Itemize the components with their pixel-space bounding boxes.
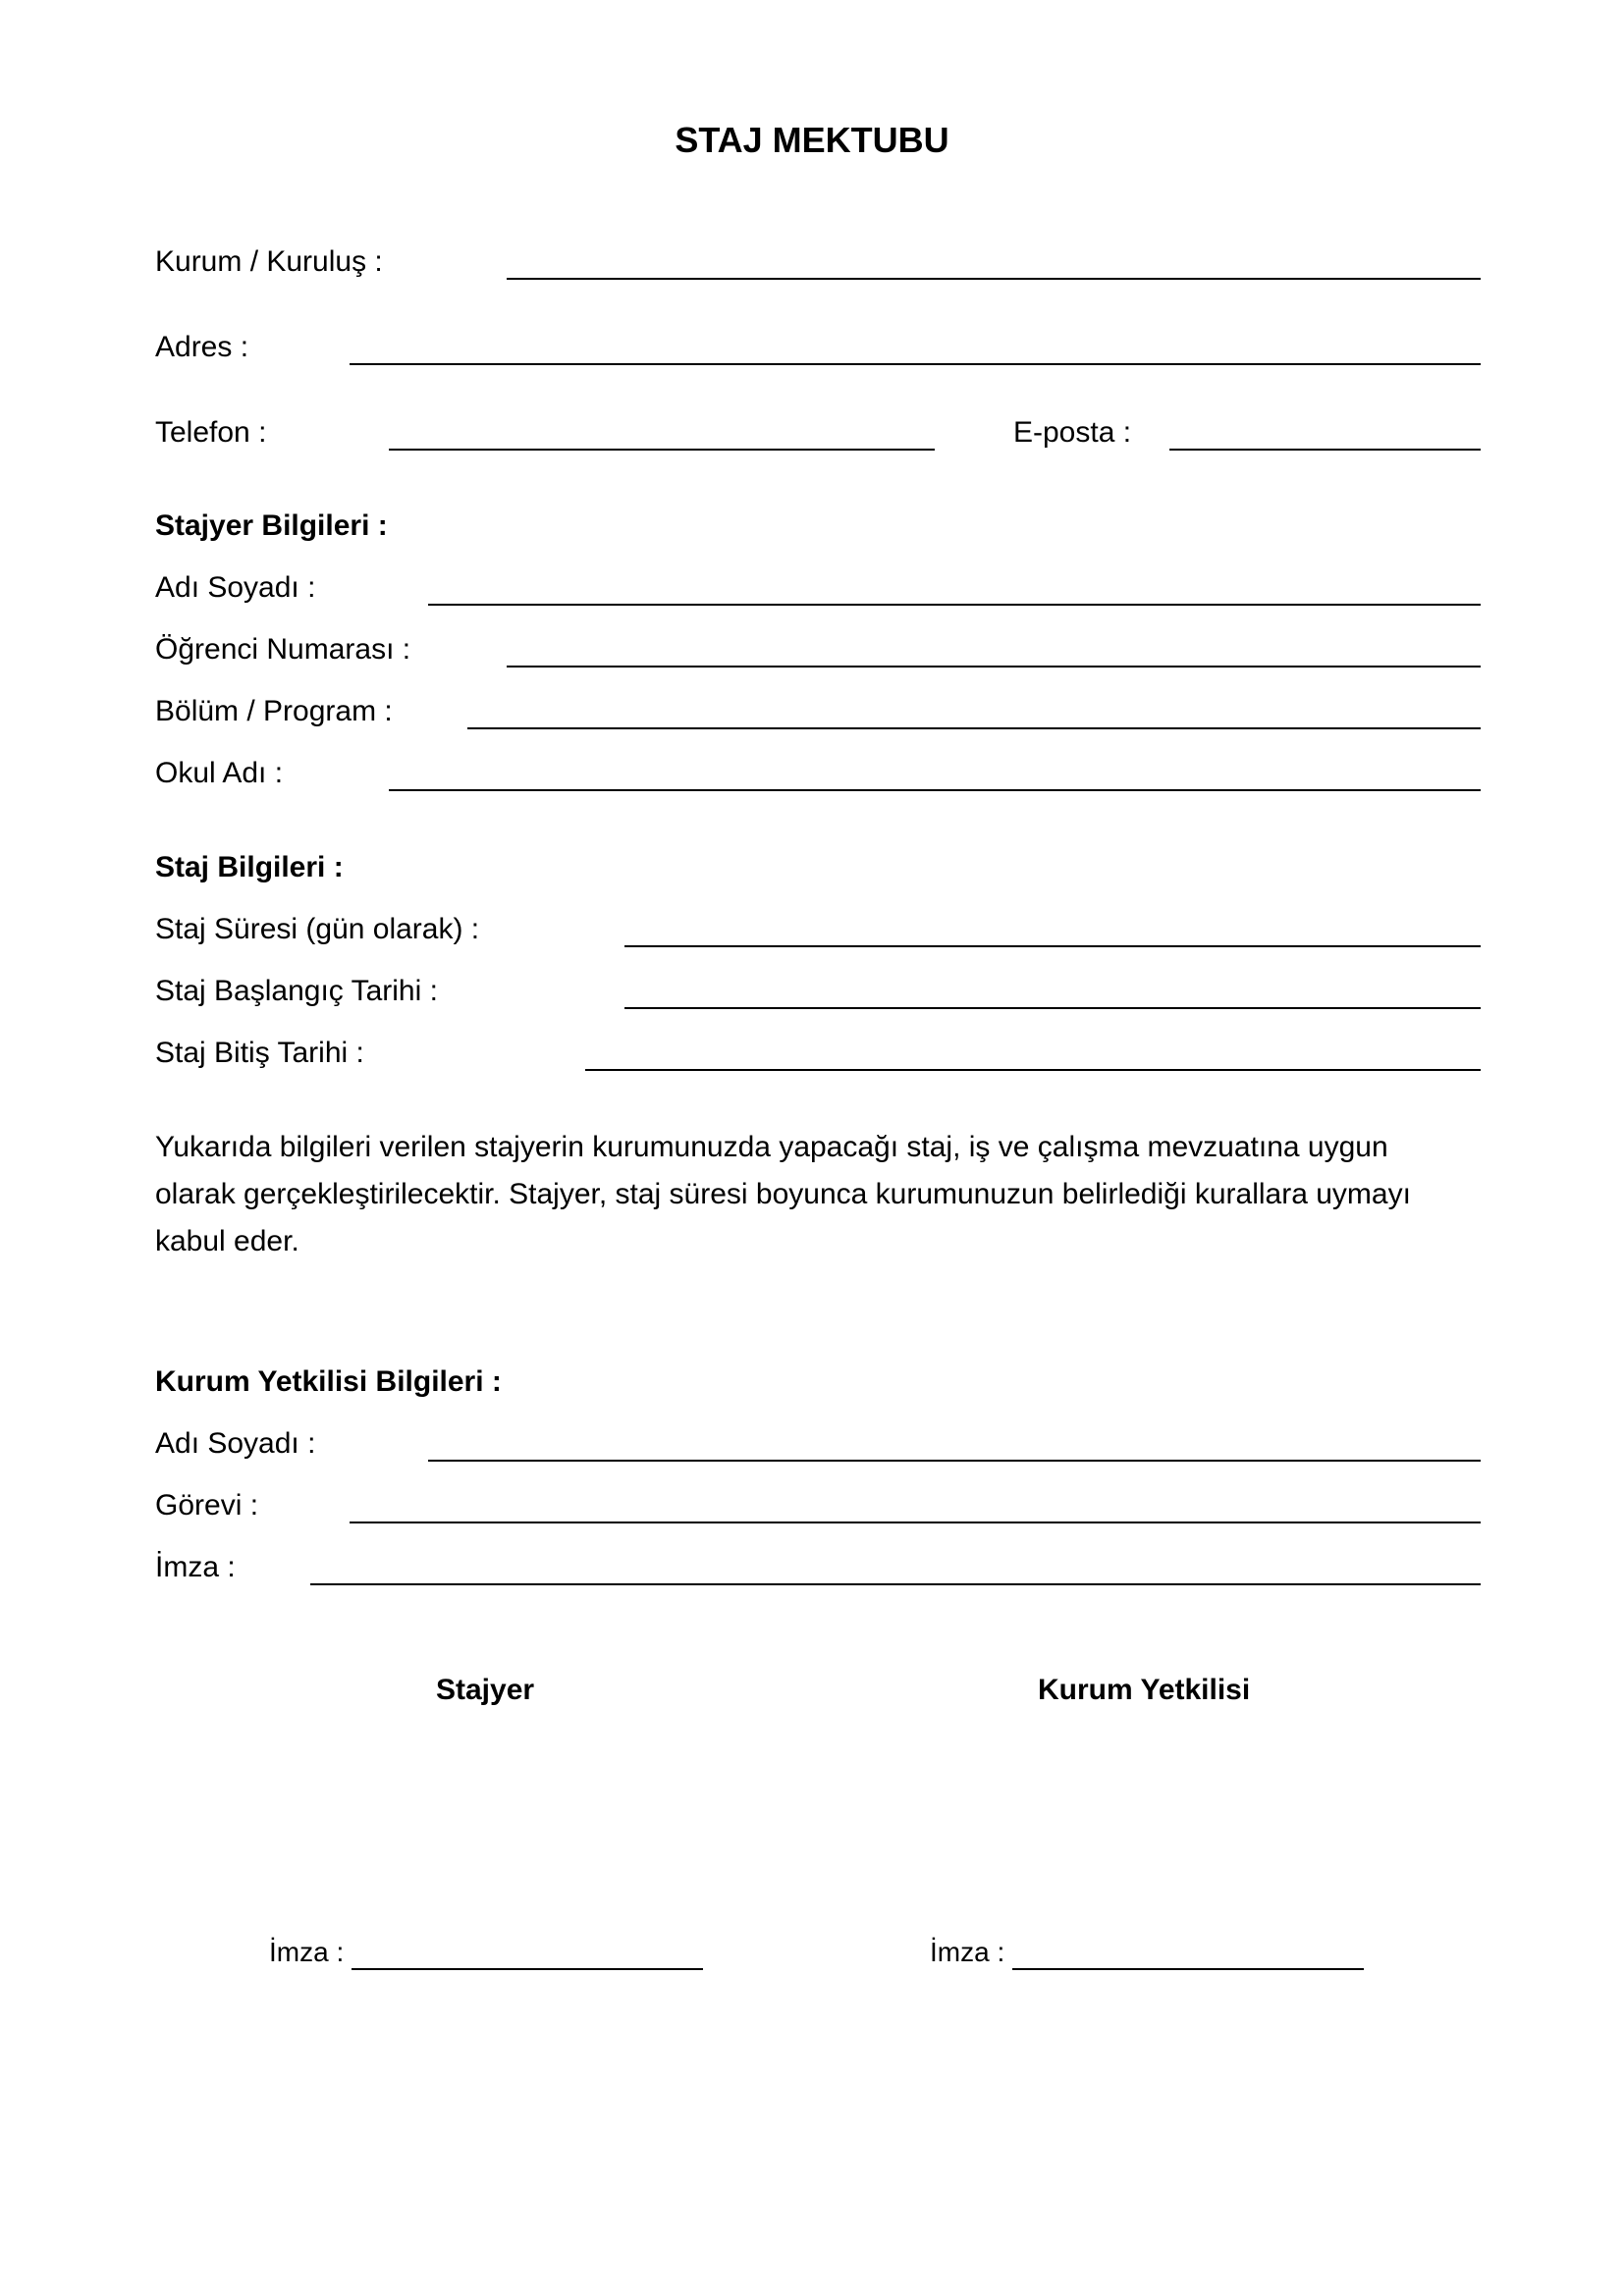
email-label: E-posta : (1013, 416, 1132, 449)
institution-row (155, 240, 1481, 284)
official-name-label: Adı Soyadı : (155, 1427, 316, 1460)
institution-label: Kurum / Kuruluş : (155, 245, 383, 278)
start-date-field[interactable] (624, 1007, 1481, 1009)
end-date-label: Staj Bitiş Tarihi : (155, 1037, 364, 1069)
intern-info-heading: Stajyer Bilgileri : (155, 509, 388, 542)
statement-paragraph: Yukarıda bilgileri verilen stajyerin kurumunuzda yapacağı staj, iş ve çalışma mevzuatına uygun olarak gerçekleştirilecektir. Stajyer, staj süresi boyunca kurumunuzun belirlediği kurallara uymayı kabul eder. (155, 1131, 1411, 1257)
department-row (155, 690, 1481, 733)
phone-field[interactable] (389, 449, 935, 451)
end-date-field[interactable] (585, 1069, 1481, 1071)
student-number-label: Öğrenci Numarası : (155, 633, 411, 666)
duration-row (155, 908, 1481, 951)
intern-sign-block (269, 1931, 721, 1974)
official-role-row (155, 1484, 1481, 1527)
department-label: Bölüm / Program : (155, 695, 393, 727)
intern-signature-heading: Stajyer (436, 1674, 535, 1706)
start-date-label: Staj Başlangıç Tarihi : (155, 975, 438, 1007)
official-name-row (155, 1422, 1481, 1466)
start-date-row (155, 970, 1481, 1013)
document-title: STAJ MEKTUBU (675, 120, 949, 160)
official-name-field[interactable] (428, 1460, 1481, 1462)
intern-name-label: Adı Soyadı : (155, 571, 316, 604)
intern-name-row (155, 566, 1481, 610)
student-number-row (155, 628, 1481, 671)
intern-sign-field[interactable] (352, 1968, 703, 1970)
phone-label: Telefon : (155, 416, 267, 449)
school-label: Okul Adı : (155, 757, 284, 789)
internship-info-heading: Staj Bilgileri : (155, 851, 344, 883)
contact-row (155, 411, 1481, 454)
official-signature-heading: Kurum Yetkilisi (1038, 1674, 1251, 1706)
school-field[interactable] (389, 789, 1481, 791)
intern-sign-label: İmza : (269, 1937, 345, 1967)
end-date-row (155, 1032, 1481, 1075)
address-field[interactable] (350, 363, 1481, 365)
official-sign-label: İmza : (930, 1937, 1005, 1967)
email-field[interactable] (1169, 449, 1481, 451)
duration-field[interactable] (624, 945, 1481, 947)
official-role-label: Görevi : (155, 1489, 259, 1522)
official-signature-label: İmza : (155, 1551, 236, 1583)
school-row (155, 752, 1481, 795)
official-sign-field[interactable] (1012, 1968, 1364, 1970)
official-role-field[interactable] (350, 1522, 1481, 1523)
department-field[interactable] (467, 727, 1481, 729)
official-sign-block (930, 1931, 1381, 1974)
official-info-heading: Kurum Yetkilisi Bilgileri : (155, 1365, 502, 1398)
institution-field[interactable] (507, 278, 1481, 280)
address-label: Adres : (155, 331, 249, 363)
official-signature-field[interactable] (310, 1583, 1481, 1585)
intern-name-field[interactable] (428, 604, 1481, 606)
official-signature-row (155, 1546, 1481, 1589)
address-row (155, 326, 1481, 369)
duration-label: Staj Süresi (gün olarak) : (155, 913, 480, 945)
student-number-field[interactable] (507, 666, 1481, 667)
